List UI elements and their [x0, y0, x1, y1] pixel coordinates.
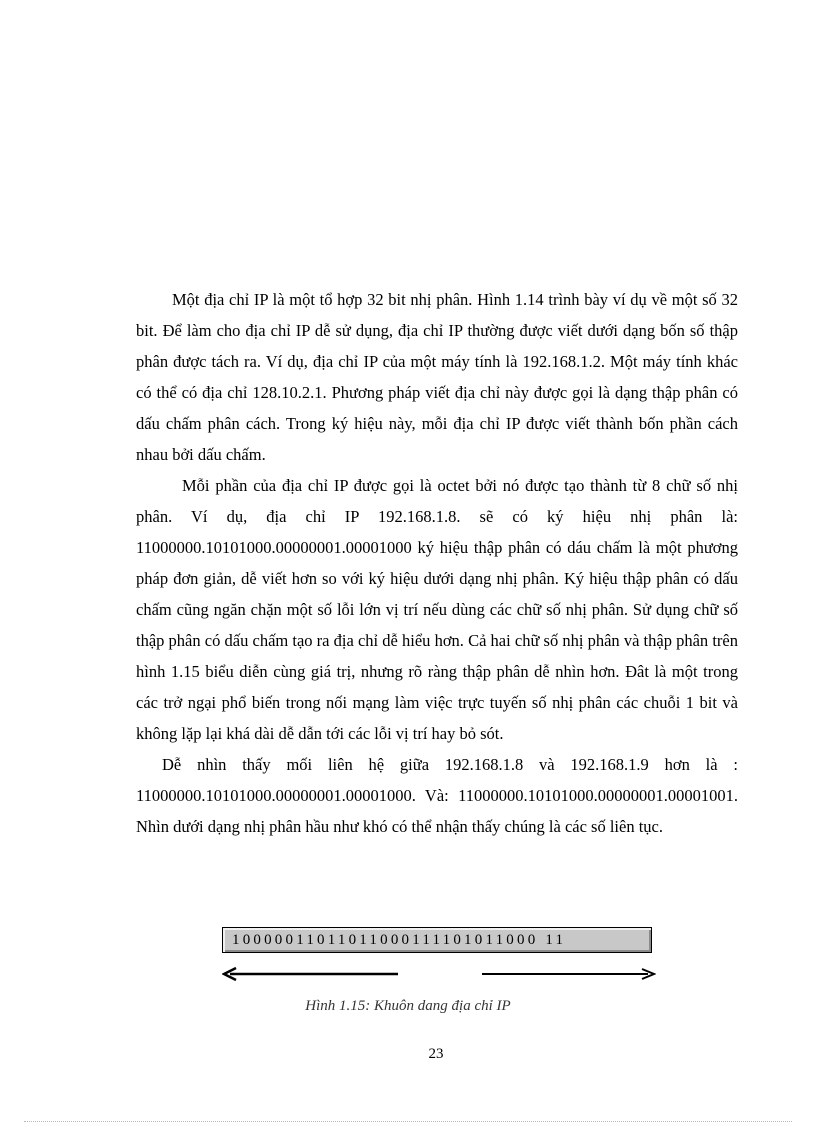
- right-arrow-icon: [482, 966, 656, 982]
- paragraph-2: Mỗi phần của địa chỉ IP được gọi là octet bởi nó được tạo thành từ 8 chữ số nhị phân. Ví dụ, địa chỉ IP 192.168.1.8. sẽ có ký hiệu nhị phân là: 11000000.10101000.00000001.00001000 ký hiệu thập phân có dáu chấm là một phương pháp đơn giản, dễ viết hơn so với ký hiệu dưới dạng nhị phân. Ký hiệu thập phân có dấu chấm cũng ngăn chặn một số lỗi lớn vị trí nếu dùng các chữ số nhị phân. Sử dụng chữ số thập phân có dấu chấm tạo ra địa chỉ dễ hiểu hơn. Cả hai chữ số nhị phân và thập phân trên hình 1.15 biểu diễn cùng giá trị, nhưng rõ ràng thập phân dễ nhìn hơn. Đât là một trong các trở ngại phổ biến trong nối mạng làm việc trực tuyến số nhị phân các chuỗi 1 bit và không lặp lại khá dài dễ dẫn tới các lỗi vị trí hay bỏ sót.: [136, 476, 738, 743]
- body-text: [136, 284, 738, 842]
- paragraph-3: Dễ nhìn thấy mối liên hệ giữa 192.168.1.8 và 192.168.1.9 hơn là : 11000000.10101000.00000001.00001000. Và: 11000000.10101000.00000001.00001001. Nhìn dưới dạng nhị phân hầu như khó có thể nhận thấy chúng là các số liên tục.: [136, 755, 738, 836]
- ip-bit-string-box: 10000011011011000111101011000 11: [222, 927, 652, 953]
- paragraph-1: Một địa chỉ IP là một tổ hợp 32 bit nhị phân. Hình 1.14 trình bày ví dụ về một số 32 bit. Để làm cho địa chỉ IP dễ sử dụng, địa chỉ IP thường được viết dưới dạng bốn số thập phân được tách ra. Ví dụ, địa chỉ IP của một máy tính là 192.168.1.2. Một máy tính khác có thể có địa chỉ 128.10.2.1. Phương pháp viết địa chỉ này được gọi là dạng thập phân có dấu chấm phân cách. Trong ký hiệu này, mỗi địa chỉ IP được viết thành bốn phần cách nhau bởi dấu chấm.: [136, 290, 738, 464]
- left-arrow-icon: [222, 966, 398, 982]
- footer-divider: [24, 1121, 792, 1122]
- page-number: 23: [428, 1046, 444, 1062]
- figure-caption: Hình 1.15: Khuôn dang địa chỉ IP: [305, 998, 511, 1014]
